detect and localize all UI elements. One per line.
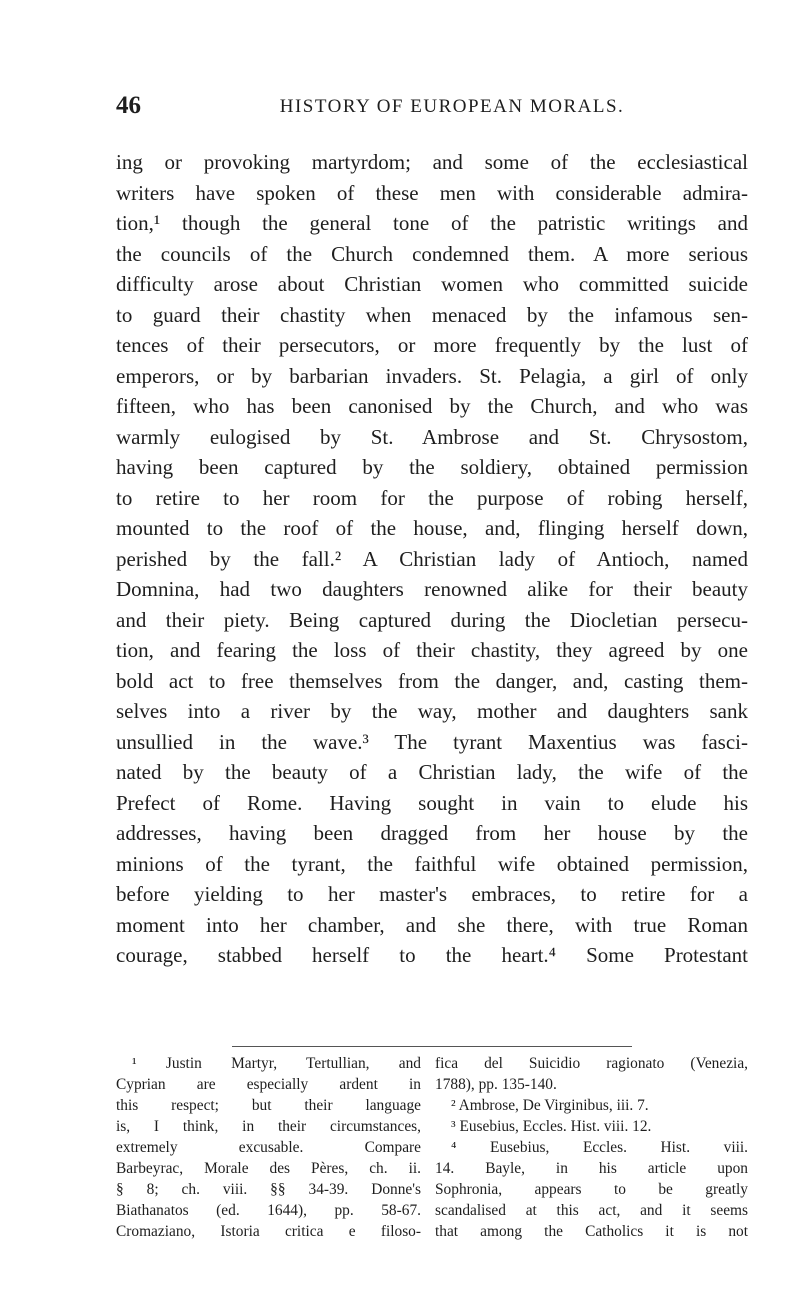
body-line: bold act to free themselves from the danger, and, casting them- — [116, 668, 748, 693]
body-line: tion,¹ though the general tone of the patristic writings and — [116, 211, 748, 235]
footnote-line: ¹ Justin Martyr, Tertullian, and — [132, 1055, 421, 1072]
footnotes-right-column — [435, 1053, 748, 1242]
body-line: addresses, having been dragged from her house by the — [116, 821, 748, 845]
body-line: selves into a river by the way, mother and daughters sank — [116, 699, 748, 723]
body-line: writers have spoken of these men with considerable admira- — [116, 180, 748, 205]
footnote-line: 1788), pp. 135-140. — [435, 1076, 557, 1093]
body-line: having been captured by the soldiery, obtained permission — [116, 455, 748, 479]
body-line: to guard their chastity when menaced by the infamous sen- — [116, 302, 748, 327]
body-line: Prefect of Rome. Having sought in vain to elude his — [116, 790, 748, 815]
footnote-line: ⁴ Eusebius, Eccles. Hist. viii. — [451, 1139, 748, 1156]
footnote-line: extremely excusable. Compare — [116, 1139, 421, 1156]
body-line: unsullied in the wave.³ The tyrant Maxentius was fasci- — [116, 729, 748, 754]
page-number: 46 — [116, 92, 141, 119]
page-header — [116, 92, 748, 132]
footnotes — [116, 1053, 748, 1253]
footnote-line: scandalised at this act, and it seems — [435, 1202, 748, 1219]
footnote-line: Sophronia, appears to be greatly — [435, 1181, 748, 1198]
body-line: to retire to her room for the purpose of robing herself, — [116, 485, 748, 510]
footnote-line: ³ Eusebius, Eccles. Hist. viii. 12. — [451, 1118, 652, 1135]
footnotes-left-column — [116, 1053, 421, 1242]
body-line: courage, stabbed herself to the heart.⁴ Some Protestant — [116, 943, 748, 967]
body-line: minions of the tyrant, the faithful wife obtained permission, — [116, 851, 748, 876]
body-line: emperors, or by barbarian invaders. St. Pelagia, a girl of only — [116, 363, 748, 388]
body-line: the councils of the Church condemned them. A more serious — [116, 241, 748, 266]
footnote-line: Barbeyrac, Morale des Pères, ch. ii. — [116, 1160, 421, 1177]
footnote-line: is, I think, in their circumstances, — [116, 1118, 421, 1135]
body-line: moment into her chamber, and she there, with true Roman — [116, 912, 748, 937]
body-line: nated by the beauty of a Christian lady, the wife of the — [116, 760, 748, 784]
body-line: tences of their persecutors, or more frequently by the lust of — [116, 333, 748, 357]
running-head: HISTORY OF EUROPEAN MORALS. — [279, 96, 625, 117]
body-line: tion, and fearing the loss of their chastity, they agreed by one — [116, 638, 748, 662]
footnote-line: fica del Suicidio ragionato (Venezia, — [435, 1055, 748, 1072]
body-line: before yielding to her master's embraces, to retire for a — [116, 882, 748, 906]
footnote-line: ² Ambrose, De Virginibus, iii. 7. — [451, 1097, 649, 1114]
body-line: and their piety. Being captured during the Diocletian persecu- — [116, 607, 748, 632]
body-line: mounted to the roof of the house, and, flinging herself down, — [116, 516, 748, 540]
body-line: ing or provoking martyrdom; and some of the ecclesiastical — [116, 150, 748, 174]
body-line: fifteen, who has been canonised by the Church, and who was — [116, 394, 748, 418]
footnote-rule — [232, 1046, 632, 1047]
footnote-line: that among the Catholics it is not — [435, 1223, 748, 1240]
body-line: Domnina, had two daughters renowned alike for their beauty — [116, 577, 748, 601]
footnote-line: Cyprian are especially ardent in — [116, 1076, 421, 1093]
body-text — [116, 147, 748, 971]
footnote-line: 14. Bayle, in his article upon — [435, 1160, 748, 1177]
body-line: warmly eulogised by St. Ambrose and St. Chrysostom, — [116, 424, 748, 449]
footnote-line: Biathanatos (ed. 1644), pp. 58-67. — [116, 1202, 421, 1219]
footnote-line: § 8; ch. viii. §§ 34-39. Donne's — [116, 1181, 421, 1198]
footnote-line: Cromaziano, Istoria critica e filoso- — [116, 1223, 421, 1240]
body-line: perished by the fall.² A Christian lady of Antioch, named — [116, 546, 748, 571]
footnote-line: this respect; but their language — [116, 1097, 421, 1114]
body-line: difficulty arose about Christian women who committed suicide — [116, 272, 748, 296]
